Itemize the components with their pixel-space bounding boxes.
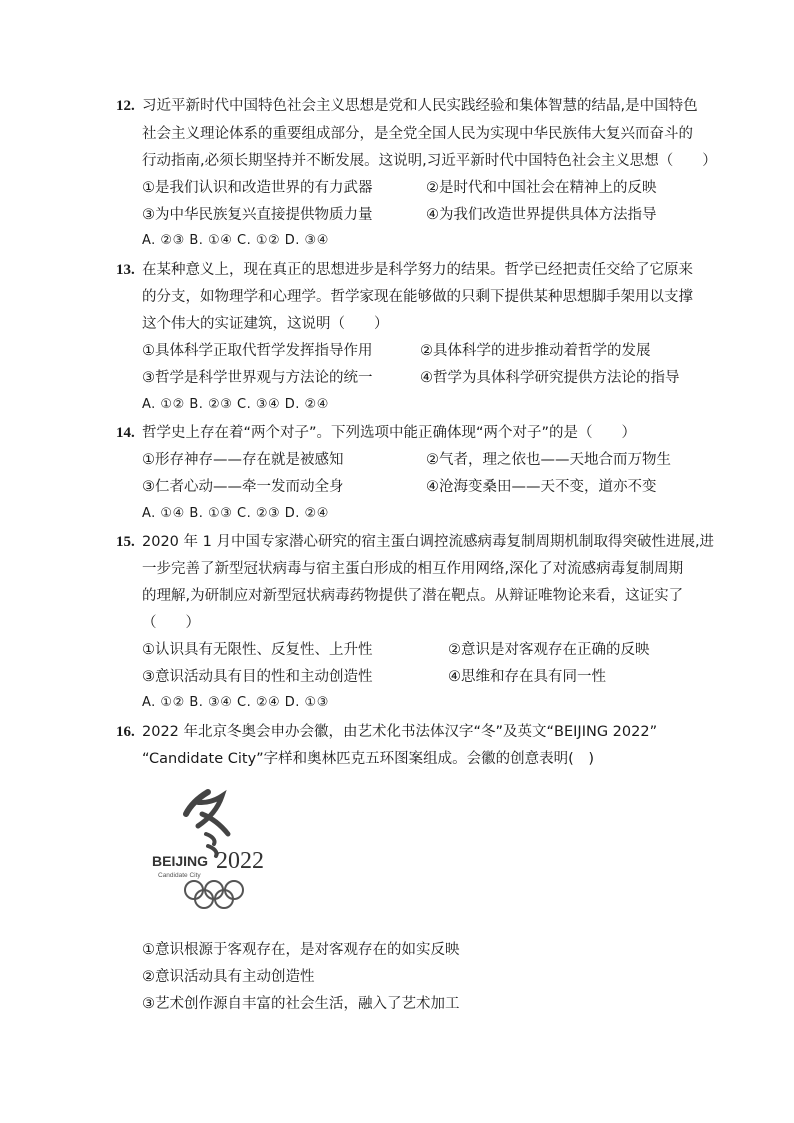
option-2: ②意识活动具有主动创造性 [142, 969, 315, 985]
beijing-2022-candidate-emblem [150, 784, 278, 914]
question-stem-line: 的理解,为研制应对新型冠状病毒药物提供了潜在靶点。从辩证唯物论来看，这证实了 [142, 588, 684, 604]
option-3: ③为中华民族复兴直接提供物质力量 [142, 207, 373, 223]
option-2: ②意识是对客观存在正确的反映 [448, 642, 650, 658]
question-number: 12. [116, 98, 135, 114]
option-2: ②具体科学的进步推动着哲学的发展 [420, 343, 651, 359]
question-stem-line: 的分支，如物理学和心理学。哲学家现在能够做的只剩下提供某种思想脚手架用以支撑 [142, 289, 693, 305]
option-4: ④为我们改造世界提供具体方法指导 [426, 207, 657, 223]
logo-beijing-text: BEIJING [152, 853, 209, 869]
option-3: ③哲学是科学世界观与方法论的统一 [142, 370, 373, 386]
option-2: ②是时代和中国社会在精神上的反映 [426, 180, 657, 196]
question-stem-line: 习近平新时代中国特色社会主义思想是党和人民实践经验和集体智慧的结晶,是中国特色 [142, 98, 698, 114]
option-1: ①认识具有无限性、反复性、上升性 [142, 642, 373, 658]
option-1: ①具体科学正取代哲学发挥指导作用 [142, 343, 373, 359]
option-2: ②气者，理之依也——天地合而万物生 [426, 452, 671, 468]
option-1: ①是我们认识和改造世界的有力武器 [142, 180, 373, 196]
question-stem-line: 在某种意义上，现在真正的思想进步是科学努力的结果。哲学已经把责任交给了它原来 [142, 262, 693, 278]
option-3: ③仁者心动——牵一发而动全身 [142, 479, 344, 495]
question-number: 13. [116, 262, 135, 278]
question-number: 14. [116, 425, 135, 441]
question-stem-line: 社会主义理论体系的重要组成部分，是全党全国人民为实现中华民族伟大复兴而奋斗的 [142, 126, 693, 142]
answer-choices: A. ①② B. ②③ C. ③④ D. ②④ [142, 397, 329, 412]
option-1: ①形存神存——存在就是被感知 [142, 452, 344, 468]
option-3: ③意识活动具有目的性和主动创造性 [142, 669, 373, 685]
question-stem-line: 行动指南,必须长期坚持并不断发展。这说明,习近平新时代中国特色社会主义思想（ ） [142, 153, 717, 169]
answer-choices: A. ①④ B. ①③ C. ②③ D. ②④ [142, 506, 329, 521]
answer-choices: A. ②③ B. ①④ C. ①② D. ③④ [142, 233, 329, 248]
logo-year-text: 2022 [216, 848, 264, 874]
question-stem-line: 2020 年 1 月中国专家潜心研究的宿主蛋白调控流感病毒复制周期机制取得突破性进展,进 [142, 534, 715, 550]
option-4: ④哲学为具体科学研究提供方法论的指导 [420, 370, 680, 386]
question-stem-line: “Candidate City”字样和奥林匹克五环图案组成。会徽的创意表明( ) [142, 751, 594, 767]
option-1: ①意识根源于客观存在，是对客观存在的如实反映 [142, 942, 460, 958]
question-stem-line: 哲学史上存在着“两个对子”。下列选项中能正确体现“两个对子”的是（ ） [142, 425, 637, 441]
option-3: ③艺术创作源自丰富的社会生活，融入了艺术加工 [142, 996, 460, 1012]
question-stem-line: 2022 年北京冬奥会申办会徽，由艺术化书法体汉字“冬”及英文“BEIJING 2022” [142, 724, 658, 740]
option-4: ④思维和存在具有同一性 [448, 669, 606, 685]
question-number: 16. [116, 724, 135, 740]
question-stem-line: （ ） [142, 615, 200, 631]
logo-candidate-text: Candidate City [158, 872, 201, 879]
winter-calligraphy [186, 792, 228, 856]
answer-choices: A. ①② B. ③④ C. ②④ D. ①③ [142, 695, 329, 710]
option-4: ④沧海变桑田——天不变，道亦不变 [426, 479, 657, 495]
question-stem-line: 一步完善了新型冠状病毒与宿主蛋白形成的相互作用网络,深化了对流感病毒复制周期 [142, 561, 684, 577]
question-number: 15. [116, 534, 135, 550]
question-stem-line: 这个伟大的实证建筑，这说明（ ） [142, 316, 389, 332]
olympic-rings [185, 881, 243, 908]
